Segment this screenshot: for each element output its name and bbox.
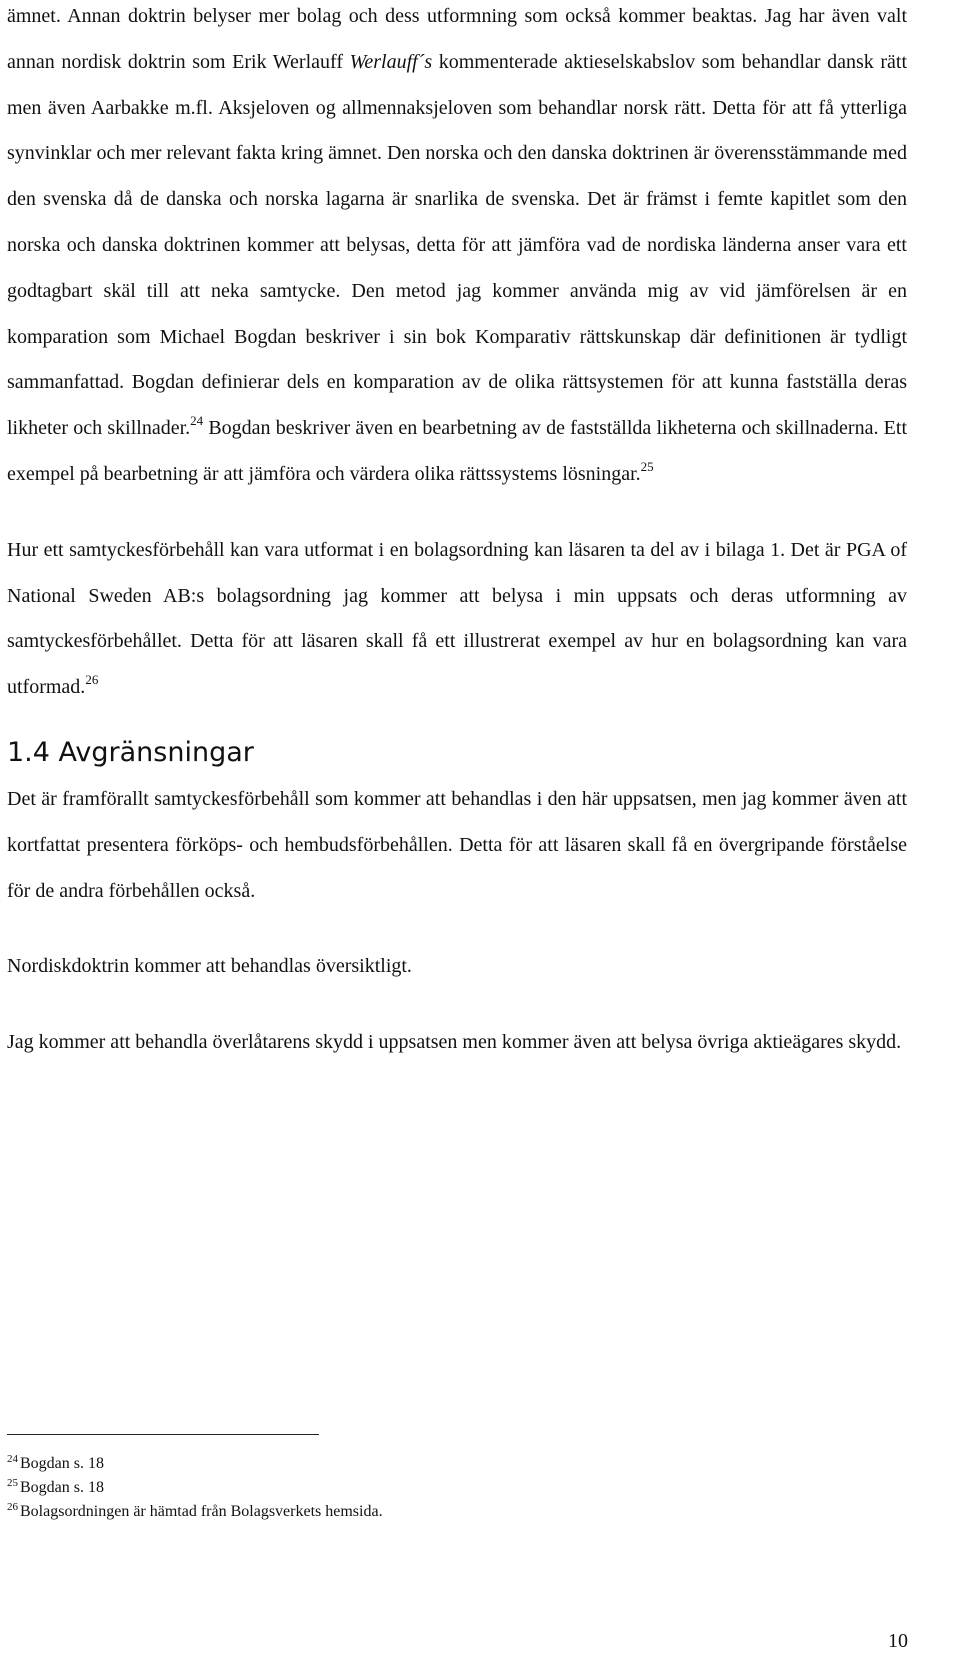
footnote-ref-26[interactable]: 26 (85, 672, 99, 688)
page-body (7, 0, 907, 1066)
paragraph-method: ämnet. Annan doktrin belyser mer bolag och dess utformning som också kommer beaktas. Jag har även valt annan nordisk doktrin som Erik Werlauff Werlauff´s kommenterade aktieselskabslov som behandlar dansk rätt men även Aarbakke m.fl. Aksjeloven og allmennaksjeloven som behandlar norsk rätt. Detta för att få ytterliga synvinklar och mer relevant fakta kring ämnet. Den norska och den danska doktrinen är överensstämmande med den svenska då de danska och norska lagarna är snarlika de svenska. Det är främst i femte kapitlet som den norska och danska doktrinen kommer att belysas, detta för att jämföra vad de nordiska länderna anser vara ett godtagbart skäl till att neka samtycke. Den metod jag kommer använda mig av vid jämförelsen är en komparation som Michael Bogdan beskriver i sin bok Komparativ rättskunskap där definitionen är tydligt sammanfattad. Bogdan definierar dels en komparation av de olika rättsystemen för att kunna fastställa deras likheter och skillnader.$^{24}$ Bogdan beskriver även en bearbetning av de fastställda likheterna och skillnaderna. Ett exempel på bearbetning är att jämföra och värdera olika rättssystems lösningar.$^{25}$ (7, 5, 907, 485)
footnote: $^{25}$ Bogdan s. 18 (7, 1477, 104, 1496)
section-heading: 1.4 Avgränsningar (7, 736, 254, 768)
footnote: $^{26}$ Bolagsordningen är hämtad från Bolagsverkets hemsida. (7, 1501, 383, 1520)
footnote: $^{24}$ Bogdan s. 18 (7, 1453, 104, 1472)
footnote-separator (7, 1434, 319, 1435)
paragraph-bolagsordning: Hur ett samtyckesförbehåll kan vara utformat i en bolagsordning kan läsaren ta del av i bilaga 1. Det är PGA of National Sweden AB:s bolagsordning jag kommer att belysa i min uppsats och deras utformning av samtyckesförbehållet. Detta för att läsaren skall få ett illustrerat exempel av hur en bolagsordning kan vara utformad.$^{26}$ (7, 538, 907, 699)
paragraph-scope: Det är framförallt samtyckesförbehåll som kommer att behandlas i den här uppsatsen, men jag kommer även att kortfattat presentera förköps- och hembudsförbehållen. Detta för att läsaren skall få en övergripande förståelse för de andra förbehållen också. (7, 787, 907, 902)
paragraph-nordic: Nordiskdoktrin kommer att behandlas översiktligt. (7, 955, 412, 978)
italic-book-title: Werlauff´s (349, 50, 433, 73)
footnotes (7, 1452, 907, 1524)
footnote-ref-25[interactable]: 25 (640, 458, 654, 474)
footnote-ref-24[interactable]: 24 (190, 413, 204, 429)
page-number: 10 (888, 1630, 908, 1652)
paragraph-protection: Jag kommer att behandla överlåtarens skydd i uppsatsen men kommer även att belysa övriga aktieägares skydd. (7, 1031, 902, 1054)
